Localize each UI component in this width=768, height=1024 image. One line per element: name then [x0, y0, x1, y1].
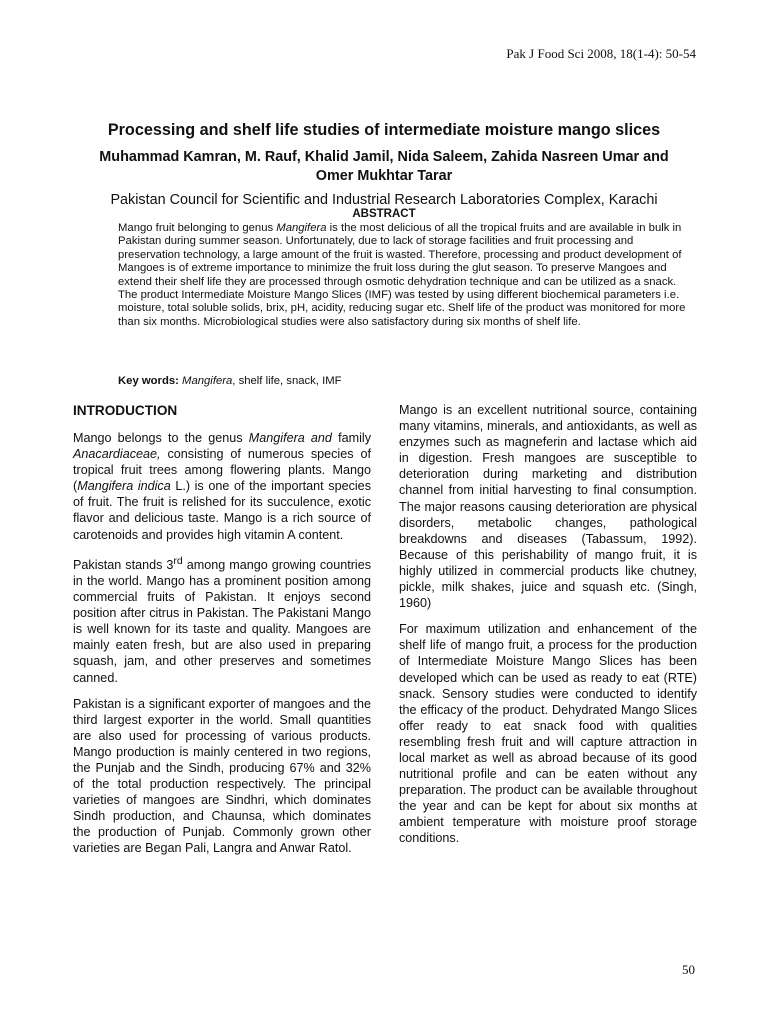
keywords-label: Key words:: [118, 375, 179, 387]
paper-title: Processing and shelf life studies of intermediate moisture mango slices: [107, 121, 661, 139]
italic-text: Anacardiaceae,: [73, 447, 161, 462]
author-line: Muhammad Kamran, M. Rauf, Khalid Jamil, Nida Saleem, Zahida Nasreen Umar and: [99, 149, 669, 165]
text: Pakistan stands 3: [73, 557, 174, 572]
paragraph: Pakistan is a significant exporter of mangoes and the third largest exporter in the world. Small quantities are also used for processing of various products. Mango production is mainly centered in two regions, the Punjab and the Sindh, producing 67% and 32% of the total production respectively. The principal varieties of mangoes are Sindhri, which dominates Sindh production, and Chaunsa, which dominates the production of Punjab. Commonly grown other varieties are Began Pali, Langra and Anwar Ratol.: [73, 696, 371, 856]
keyword-genus: Mangifera: [182, 375, 233, 387]
paragraph: [73, 430, 371, 543]
text: consisting of numerous species of tropical fruit trees among flowering plants. Mango (: [73, 447, 371, 494]
abstract-body: [118, 222, 690, 329]
text: L.) is one of the important species of fruit. The fruit is relished for its succulence, exotic flavor and delicious taste. Mango is a rich source of carotenoids and provides high vitamin A content.: [73, 479, 371, 542]
section-heading-introduction: INTRODUCTION: [73, 403, 178, 418]
abstract-genus: Mangifera: [276, 222, 327, 234]
right-column: [399, 402, 697, 857]
author-list: [80, 148, 688, 186]
keywords-list: , shelf life, snack, IMF: [232, 375, 342, 387]
paragraph: Mango is an excellent nutritional source, containing many vitamins, minerals, and antioxidants, as well as enzymes such as magneferin and lactase which aid in digestion. Fresh mangoes are susceptible to deterioration during marketing and distribution channel from initial harvesting to final consumption. The major reasons causing deterioration are physical disorders, metabolic changes, pathological breakdowns and diseases (Tabassum, 1992). Because of this perishability of mango fruit, it is highly utilized in commercial products like chutney, pickle, milk shakes, juice and squash etc. (Singh, 1960): [399, 403, 697, 611]
text: family: [331, 431, 372, 445]
paragraph: For maximum utilization and enhancement of the shelf life of mango fruit, a process for the production of Intermediate Moisture Mango Slices has been developed which can be used as ready to eat (RTE) snack. Sensory studies were conducted to identify the efficacy of the product. Dehydrated Mango Slices offer ready to eat snack food with qualities resembling fresh fruit and will capture attraction in local market as well as abroad because of its good nutritional profile and can be eaten without any preparation. The product can be available throughout the year and can be kept for about six months at ambient temperature with moisture proof storage conditions.: [399, 622, 697, 846]
text: Mango belongs to the genus: [73, 431, 249, 445]
author-line: Omer Mukhtar Tarar: [315, 168, 453, 184]
page-number: 50: [682, 962, 695, 977]
superscript: rd: [173, 554, 183, 567]
text: among mango growing countries in the world. Mango has a prominent position among commercial fruits of Pakistan. It enjoys second position after citrus in Pakistan. The Pakistani Mango is well known for its taste and quality. Mangoes are mainly eaten fresh, but are also used in preparing squash, jam, and other preserves and sometimes canned.: [73, 557, 371, 685]
paragraph: [73, 553, 371, 686]
italic-text: Mangifera indica: [77, 479, 171, 494]
left-column: [73, 402, 371, 867]
abstract-heading: ABSTRACT: [352, 208, 416, 220]
keywords: [118, 374, 690, 388]
journal-reference: Pak J Food Sci 2008, 18(1-4): 50-54: [506, 46, 696, 61]
italic-text: Mangifera and: [248, 431, 332, 445]
abstract-text: Mango fruit belonging to genus: [118, 222, 277, 234]
author-affiliation: Pakistan Council for Scientific and Industrial Research Laboratories Complex, Karachi: [110, 192, 658, 208]
abstract-text: is the most delicious of all the tropical fruits and are available in bulk in Pakistan during summer season. Unfortunately, due to lack of storage facilities and fruit processing and preservation technology, a large amount of the fruit is wasted. Therefore, processing and product development of Mangoes is of extreme importance to minimize the fruit loss during the glut season. To preserve Mangoes and extend their shelf life they are processed through osmotic dehydration technique and can be utilized as a snack. The product Intermediate Moisture Mango Slices (IMF) was tested by using different biochemical parameters i.e. moisture, total soluble solids, brix, pH, acidity, reducing sugar etc. Shelf life of the product was monitored for more than six months. Microbiological studies were also satisfactory during six months of shelf life.: [118, 222, 686, 328]
